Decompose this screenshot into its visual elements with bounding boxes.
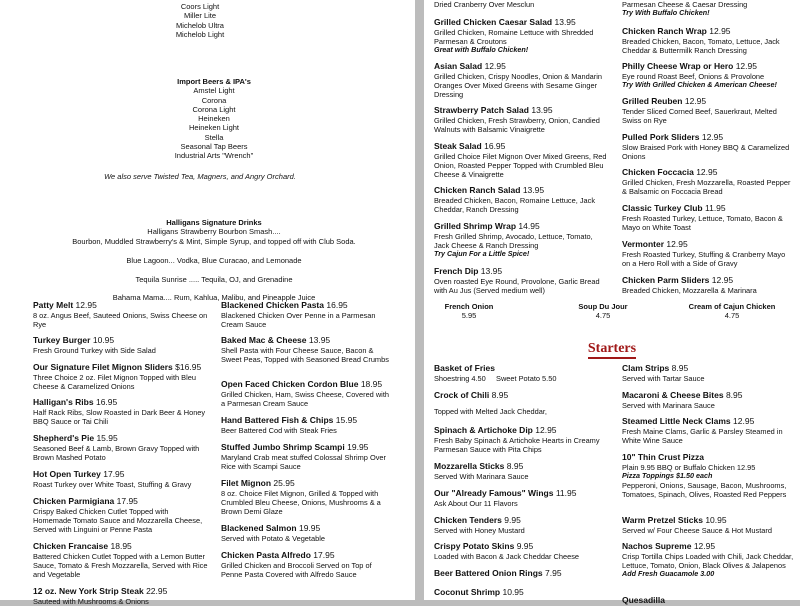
beer-item: Heineken [198,114,230,124]
also-serve-note: We also serve Twisted Tea, Magners, and Angry Orchard. [104,172,296,181]
beer-item: Seasonal Tap Beers [180,142,248,152]
menu-item: Spinach & Artichoke Dip 12.95 Fresh Baby Spinach & Artichoke Hearts in Creamy Parmesan Sauce with Pita Chips [434,425,600,454]
menu-item: Quesadilla [622,595,665,605]
menu-item: Parmesan Cheese & Caesar Dressing Try With Buffalo Chicken! [622,0,748,18]
domestic-beer-list [0,2,400,39]
beer-item: Heineken Light [188,123,240,133]
menu-item: Turkey Burger 10.95 Fresh Ground Turkey with Side Salad [33,335,156,355]
menu-page-right [424,0,800,605]
starters-heading: Starters [424,340,800,359]
menu-item: Vermonter 12.95 Fresh Roasted Turkey, Stuffing & Cranberry Mayo on a Hero Roll with a Side of Gravy [622,239,786,268]
menu-item: Grilled Chicken Caesar Salad 13.95 Grilled Chicken, Romaine Lettuce with Shredded Parmesan & Croutons Great with Buffalo Chicken! [434,17,594,54]
menu-item: Hand Battered Fish & Chips 15.95 Beer Battered Cod with Steak Fries [221,415,358,435]
drink-tequila-sunrise: Tequila Sunrise ..... Tequila, OJ, and Grenadine [135,275,293,284]
menu-item: Crispy Potato Skins 9.95 Loaded with Bacon & Jack Cheddar Cheese [434,541,580,561]
menu-item: Grilled Reuben 12.95 Tender Sliced Corned Beef, Sauerkraut, Melted Swiss on Rye [622,96,777,125]
menu-item: Hot Open Turkey 17.95 Roast Turkey over White Toast, Stuffing & Gravy [33,469,192,489]
menu-item: Clam Strips 8.95 Served with Tartar Sauce [622,363,705,383]
signature-drink-name: Halligans Strawberry Bourbon Smash.... [147,227,281,237]
menu-item: Chicken Ranch Wrap 12.95 Breaded Chicken, Bacon, Tomato, Lettuce, Jack Cheddar & Buttermilk Ranch Dressing [622,26,780,55]
soup-item: French Onion 5.95 [444,302,494,321]
menu-item: Steamed Little Neck Clams 12.95 Fresh Maine Clams, Garlic & Parsley Steamed in White Wine Sauce [622,416,783,445]
import-beer-heading: Import Beers & IPA's [177,77,251,86]
beer-item: Coors Light [180,2,220,11]
menu-item: Grilled Shrimp Wrap 14.95 Fresh Grilled Shrimp, Avocado, Lettuce, Tomato, Jack Cheese & Ranch Dressing Try Cajun For a Little Spice! [434,221,593,258]
soup-item: Cream of Cajun Chicken 4.75 [688,302,776,321]
menu-item: Pulled Pork Sliders 12.95 Slow Braised Pork with Honey BBQ & Caramelized Onions [622,132,790,161]
menu-item: Mozzarella Sticks 8.95 Served With Marinara Sauce [434,461,529,481]
beer-item: Michelob Ultra [176,20,224,30]
menu-item: Chicken Ranch Salad 13.95 Breaded Chicken, Bacon, Romaine Lettuce, Jack Cheddar, Ranch Dressing [434,185,596,214]
soup-item: Soup Du Jour 4.75 [578,302,628,321]
menu-item: Filet Mignon 25.95 8 oz. Choice Filet Mignon, Grilled & Topped with Crumbled Bleu Cheese, Onions, Mushrooms & a Brown Demi Glaze [221,478,381,516]
menu-item: Asian Salad 12.95 Grilled Chicken, Crispy Noodles, Onion & Mandarin Oranges Over Mixed Greens with Sesame Ginger Dressing [434,61,603,99]
menu-item: Dried Cranberry Over Mesclun [434,0,535,9]
beer-item: Corona [201,95,227,105]
import-beer-list [0,77,428,161]
menu-item: Baked Mac & Cheese 13.95 Shell Pasta with Four Cheese Sauce, Bacon & Sweet Peas, Topped with Seasoned Bread Crumbs [221,335,389,364]
menu-item: Patty Melt 12.95 8 oz. Angus Beef, Sauteed Onions, Swiss Cheese on Rye [33,300,208,329]
menu-item: Strawberry Patch Salad 13.95 Grilled Chicken, Fresh Strawberry, Onion, Candied Walnuts with Balsamic Vinaigrette [434,105,600,134]
menu-item: Open Faced Chicken Cordon Blue 18.95 Grilled Chicken, Ham, Swiss Cheese, Covered with a Parmesan Cream Sauce [221,379,389,408]
menu-item: Chicken Francaise 18.95 Battered Chicken Cutlet Topped with a Lemon Butter Sauce, Tomato & Fresh Mozzarella, Served with Rice and Vegetable [33,541,208,579]
menu-item: Chicken Pasta Alfredo 17.95 Grilled Chicken and Broccoli Served on Top of Penne Pasta Covered with Alfredo Sauce [221,550,372,579]
menu-item: Crock of Chili 8.95 Topped with Melted Jack Cheddar, [434,390,547,416]
drink-bahama-mama: Bahama Mama.... Rum, Kahlua, Malibu, and Pineapple Juice [112,293,316,302]
signature-drinks-heading: Halligans Signature Drinks [166,218,262,227]
menu-item: Stuffed Jumbo Shrimp Scampi 19.95 Maryland Crab meat stuffed Colossal Shrimp Over Rice with Scampi Sauce [221,442,386,471]
menu-item: Chicken Parmigiana 17.95 Crispy Baked Chicken Cutlet Topped with Homemade Tomato Sauce and Mozzarella Cheese, Served with Linguini or Penne Pasta [33,496,203,534]
menu-item: Chicken Foccacia 12.95 Grilled Chicken, Fresh Mozzarella, Roasted Pepper & Balsamic on Foccacia Bread [622,167,791,196]
menu-item: Classic Turkey Club 11.95 Fresh Roasted Turkey, Lettuce, Tomato, Bacon & Mayo on White Toast [622,203,783,232]
beer-item: Miller Lite [183,11,217,21]
menu-item: Chicken Parm Sliders 12.95 Breaded Chicken, Mozzarella & Marinara [622,275,757,295]
menu-item: Steak Salad 16.95 Grilled Choice Filet Mignon Over Mixed Greens, Red Onion, Roasted Pepper Topped with Crumbled Bleu Cheese & Vinaigrette [434,141,607,179]
beer-item: Industrial Arts "Wrench" [174,151,254,161]
menu-item: Coconut Shrimp 10.95 [434,587,524,597]
beer-item: Stella [204,132,224,142]
beer-item: Corona Light [192,104,236,114]
menu-item: Halligan's Ribs 16.95 Half Rack Ribs, Slow Roasted in Dark Beer & Honey BBQ Sauce or Tai Chili [33,397,206,426]
beer-item: Michelob Light [175,29,225,39]
menu-item: Nachos Supreme 12.95 Crisp Tortilla Chips Loaded with Chili, Jack Cheddar, Lettuce, Tomato, Onion, Black Olives & Jalapenos Add Fresh Guacamole 3.00 [622,541,794,578]
menu-item: Blackened Salmon 19.95 Served with Potato & Vegetable [221,523,325,543]
menu-item: Chicken Tenders 9.95 Served with Honey Mustard [434,515,525,535]
menu-item: Beer Battered Onion Rings 7.95 [434,568,562,578]
menu-item: Shepherd's Pie 15.95 Seasoned Beef & Lamb, Brown Gravy Topped with Brown Mashed Potato [33,433,200,462]
menu-item: 10" Thin Crust Pizza Plain 9.95 BBQ or Buffalo Chicken 12.95 Pizza Toppings $1.50 each Pepperoni, Onions, Sausage, Bacon, Mushrooms, Tomatoes, Spinach, Olives, Roasted Red Peppers [622,452,787,499]
menu-item: Our Signature Filet Mignon Sliders $16.95 Three Choice 2 oz. Filet Mignon Topped with Bleu Cheese & Caramelized Onions [33,362,202,391]
menu-item: Macaroni & Cheese Bites 8.95 Served with Marinara Sauce [622,390,743,410]
menu-item: Our "Already Famous" Wings 11.95 Ask About Our 11 Flavors [434,488,577,508]
menu-item: 12 oz. New York Strip Steak 22.95 Sauteed with Mushrooms & Onions [33,586,168,606]
signature-drink-desc: Bourbon, Muddled Strawberry's & Mint, Simple Syrup, and topped off with Club Soda. [72,236,356,246]
menu-item: Blackened Chicken Pasta 16.95 Blackened Chicken Over Penne in a Parmesan Cream Sauce [221,300,376,329]
menu-item: French Dip 13.95 Oven roasted Eye Round, Provolone, Garlic Bread with Au Jus (Served medium well) [434,266,600,295]
signature-drinks [0,218,428,246]
beer-item: Amstel Light [193,86,235,96]
menu-item: Philly Cheese Wrap or Hero 12.95 Eye round Roast Beef, Onions & Provolone Try With Grilled Chicken & American Cheese! [622,61,777,89]
menu-item: Basket of Fries Shoestring 4.50 Sweet Potato 5.50 [434,363,557,383]
drink-blue-lagoon: Blue Lagoon... Vodka, Blue Curacao, and Lemonade [126,256,302,265]
menu-item: Warm Pretzel Sticks 10.95 Served w/ Four Cheese Sauce & Hot Mustard [622,515,772,535]
